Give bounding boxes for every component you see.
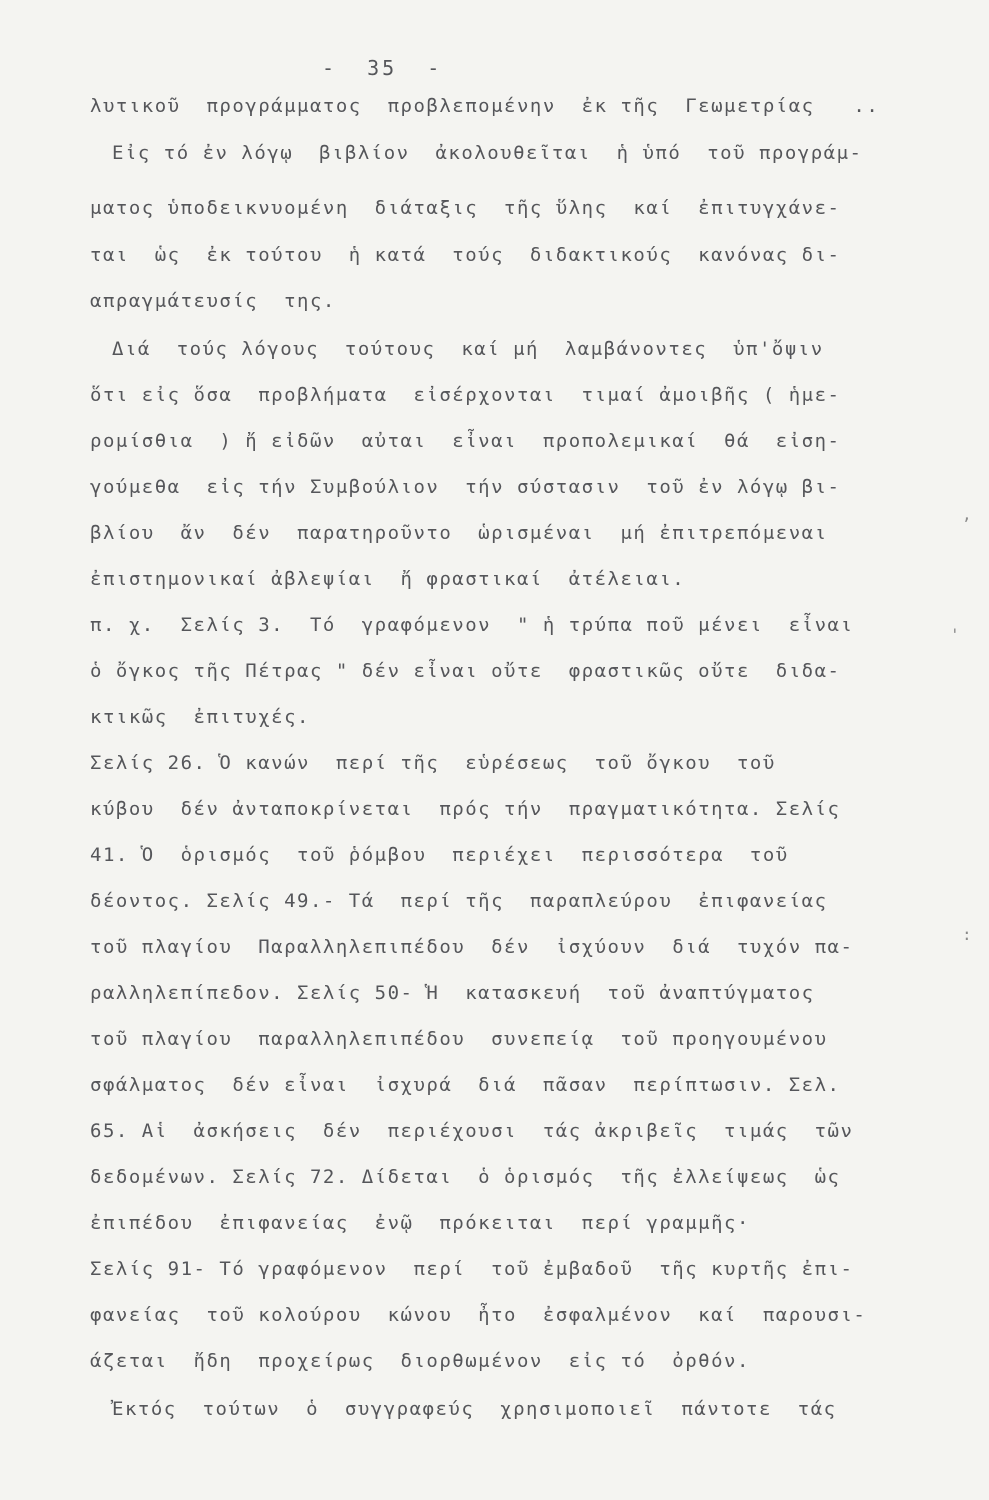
text-line-22: σφάλματος δέν εἶναι ἰσχυρά διά πᾶσαν περίπτωσιν. Σελ. [90,1074,841,1096]
text-line-18: δέοντος. Σελίς 49.- Τά περί τῆς παραπλεύρου ἐπιφανείας [90,890,828,912]
text-line-5: απραγμάτευσίς της. [90,290,336,312]
text-line-21: τοῦ πλαγίου παραλληλεπιπέδου συνεπείᾳ τοῦ προηγουμένου [90,1028,828,1050]
text-line-26: Σελίς 91- Τό γραφόμενον περί τοῦ ἐμβαδοῦ τῆς κυρτῆς ἐπι- [90,1258,854,1280]
text-line-12: π. χ. Σελίς 3. Τό γραφόμενον " ἡ τρύπα ποῦ μένει εἶναι [90,614,854,636]
text-line-24: δεδομένων. Σελίς 72. Δίδεται ὁ ὁρισμός τῆς ἐλλείψεως ὡς [90,1166,841,1188]
text-line-28: άζεται ἤδη προχείρως διορθωμένον εἰς τό ὀρθόν. [90,1350,750,1372]
text-line-25: ἐπιπέδου ἐπιφανείας ἐνῷ πρόκειται περί γραμμῆς· [90,1212,750,1234]
text-line-20: ραλληλεπίπεδον. Σελίς 50- Ἡ κατασκευή τοῦ ἀναπτύγματος [90,982,815,1004]
text-line-14: κτικῶς ἐπιτυχές. [90,706,310,728]
text-line-4: ται ὡς ἐκ τούτου ἡ κατά τούς διδακτικούς κανόνας δι- [90,244,841,266]
text-line-11: ἐπιστημονικαί ἀβλεψίαι ἤ φραστικαί ἀτέλειαι. [90,568,686,590]
margin-tick: , [962,505,972,524]
text-line-6: Διά τούς λόγους τούτους καί μή λαμβάνοντες ὑπ'ὄψιν [112,338,824,360]
text-line-15: Σελίς 26. Ὁ κανών περί τῆς εὑρέσεως τοῦ ὄγκου τοῦ [90,752,776,774]
text-line-3: ματος ὑποδεικνυομένη διάταξις τῆς ὕλης καί ἐπιτυγχάνε- [90,197,841,219]
text-line-7: ὅτι εἰς ὅσα προβλήματα εἰσέρχονται τιμαί ἀμοιβῆς ( ἡμε- [90,384,841,406]
text-line-17: 41. Ὁ ὁρισμός τοῦ ῥόμβου περιέχει περισσότερα τοῦ [90,844,789,866]
text-line-29: Ἐκτός τούτων ὁ συγγραφεύς χρησιμοποιεῖ πάντοτε τάς [112,1398,837,1420]
text-line-19: τοῦ πλαγίου Παραλληλεπιπέδου δέν ἰσχύουν διά τυχόν πα- [90,936,854,958]
text-line-2: Εἰς τό ἐν λόγῳ βιβλίον ἀκολουθεῖται ἡ ὑπό τοῦ προγράμ- [112,142,863,164]
text-line-27: φανείας τοῦ κολούρου κώνου ἦτο ἐσφαλμένον καί παρουσι- [90,1304,867,1326]
text-line-8: ρομίσθια ) ἤ εἰδῶν αὐται εἶναι προπολεμικαί θά εἰση- [90,430,841,452]
text-line-23: 65. Αἱ ἀσκήσεις δέν περιέχουσι τάς ἀκριβεῖς τιμάς τῶν [90,1120,854,1142]
text-line-10: βλίου ἄν δέν παρατηροῦντο ὡρισμέναι μή ἐπιτρεπόμεναι [90,522,828,544]
page-number: - 35 - [322,56,443,80]
text-line-13: ὁ ὄγκος τῆς Πέτρας " δέν εἶναι οὔτε φραστικῶς οὔτε διδα- [90,660,841,682]
text-line-1: λυτικοῦ προγράμματος προβλεπομένην ἐκ τῆς Γεωμετρίας .. [90,95,880,117]
text-line-9: γούμεθα εἰς τήν Συμβούλιον τήν σύστασιν τοῦ ἐν λόγῳ βι- [90,476,841,498]
margin-tick: : [962,925,972,944]
margin-tick: ' [950,625,960,644]
text-line-16: κύβου δέν ἀνταποκρίνεται πρός τήν πραγματικότητα. Σελίς [90,798,841,820]
